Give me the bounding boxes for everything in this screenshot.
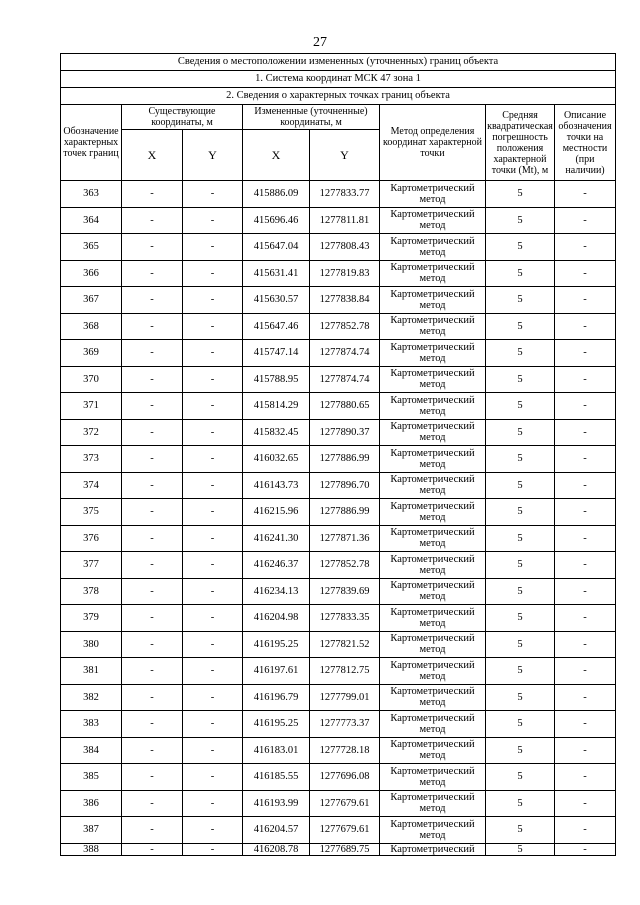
method-cell: Картометрический метод xyxy=(380,234,486,261)
accuracy-cell: 5 xyxy=(486,578,555,605)
existing-x-cell: - xyxy=(122,393,183,420)
point-cell: 366 xyxy=(61,260,122,287)
existing-x-cell: - xyxy=(122,181,183,208)
accuracy-cell: 5 xyxy=(486,552,555,579)
point-cell: 377 xyxy=(61,552,122,579)
point-cell: 382 xyxy=(61,684,122,711)
accuracy-cell: 5 xyxy=(486,843,555,855)
point-cell: 371 xyxy=(61,393,122,420)
method-cell: Картометрический метод xyxy=(380,817,486,844)
changed-x-cell: 416185.55 xyxy=(243,764,310,791)
existing-y-cell: - xyxy=(183,287,243,314)
method-cell: Картометрический метод xyxy=(380,578,486,605)
method-cell: Картометрический метод xyxy=(380,737,486,764)
changed-y-cell: 1277679.61 xyxy=(310,790,380,817)
changed-y-cell: 1277833.35 xyxy=(310,605,380,632)
accuracy-cell: 5 xyxy=(486,234,555,261)
accuracy-header: Средняя квадратическая погрешность положения характерной точки (Mt), м xyxy=(486,105,555,181)
existing-x-cell: - xyxy=(122,207,183,234)
existing-y-cell: - xyxy=(183,181,243,208)
point-cell: 387 xyxy=(61,817,122,844)
existing-y-cell: - xyxy=(183,631,243,658)
description-header: Описание обозначения точки на местности (при наличии) xyxy=(555,105,616,181)
accuracy-cell: 5 xyxy=(486,366,555,393)
point-cell: 379 xyxy=(61,605,122,632)
method-cell: Картометрический метод xyxy=(380,684,486,711)
accuracy-cell: 5 xyxy=(486,790,555,817)
description-cell: - xyxy=(555,790,616,817)
accuracy-cell: 5 xyxy=(486,658,555,685)
changed-x-cell: 416241.30 xyxy=(243,525,310,552)
method-cell: Картометрический метод xyxy=(380,499,486,526)
existing-x-cell: - xyxy=(122,340,183,367)
method-cell: Картометрический метод xyxy=(380,393,486,420)
changed-x-cell: 416197.61 xyxy=(243,658,310,685)
point-cell: 369 xyxy=(61,340,122,367)
accuracy-cell: 5 xyxy=(486,711,555,738)
table-row xyxy=(61,313,616,340)
existing-x-cell: - xyxy=(122,313,183,340)
point-cell: 385 xyxy=(61,764,122,791)
description-cell: - xyxy=(555,446,616,473)
description-cell: - xyxy=(555,313,616,340)
page-number: 27 xyxy=(313,35,327,50)
changed-x-cell: 416032.65 xyxy=(243,446,310,473)
changed-x-cell: 416193.99 xyxy=(243,790,310,817)
method-cell: Картометрический метод xyxy=(380,631,486,658)
point-cell: 363 xyxy=(61,181,122,208)
existing-y-cell: - xyxy=(183,605,243,632)
accuracy-cell: 5 xyxy=(486,446,555,473)
accuracy-cell: 5 xyxy=(486,340,555,367)
existing-y-cell: - xyxy=(183,234,243,261)
description-cell: - xyxy=(555,393,616,420)
existing-y-cell: - xyxy=(183,499,243,526)
table-row xyxy=(61,207,616,234)
method-cell: Картометрический метод xyxy=(380,419,486,446)
point-cell: 383 xyxy=(61,711,122,738)
method-cell: Картометрический метод xyxy=(380,287,486,314)
existing-x-cell: - xyxy=(122,446,183,473)
changed-x-cell: 416204.57 xyxy=(243,817,310,844)
changed-coords-header: Измененные (уточненные) координаты, м xyxy=(243,105,380,130)
accuracy-cell: 5 xyxy=(486,260,555,287)
table-row xyxy=(61,711,616,738)
changed-y-cell: 1277808.43 xyxy=(310,234,380,261)
changed-y-cell: 1277890.37 xyxy=(310,419,380,446)
table-row xyxy=(61,578,616,605)
changed-x-cell: 415630.57 xyxy=(243,287,310,314)
method-cell: Картометрический метод xyxy=(380,605,486,632)
description-cell: - xyxy=(555,207,616,234)
table-row xyxy=(61,366,616,393)
existing-x-cell: - xyxy=(122,525,183,552)
existing-x-cell: - xyxy=(122,711,183,738)
accuracy-cell: 5 xyxy=(486,393,555,420)
method-cell: Картометрический метод xyxy=(380,340,486,367)
existing-y-cell: - xyxy=(183,843,243,855)
point-cell: 367 xyxy=(61,287,122,314)
changed-y-cell: 1277874.74 xyxy=(310,366,380,393)
existing-y-cell: - xyxy=(183,658,243,685)
changed-x-cell: 415647.46 xyxy=(243,313,310,340)
existing-x-cell: - xyxy=(122,790,183,817)
changed-y-cell: 1277799.01 xyxy=(310,684,380,711)
existing-y-header: Y xyxy=(183,130,243,181)
changed-x-cell: 416195.25 xyxy=(243,711,310,738)
table-row xyxy=(61,419,616,446)
table-row xyxy=(61,260,616,287)
existing-x-cell: - xyxy=(122,552,183,579)
method-cell: Картометрический метод xyxy=(380,181,486,208)
changed-y-cell: 1277679.61 xyxy=(310,817,380,844)
table-row xyxy=(61,764,616,791)
method-cell: Картометрический метод xyxy=(380,472,486,499)
existing-x-cell: - xyxy=(122,287,183,314)
table-row xyxy=(61,181,616,208)
description-cell: - xyxy=(555,525,616,552)
point-cell: 376 xyxy=(61,525,122,552)
accuracy-cell: 5 xyxy=(486,181,555,208)
changed-x-cell: 416204.98 xyxy=(243,605,310,632)
table-title: Сведения о местоположении измененных (уточненных) границ объекта xyxy=(61,54,616,71)
table-row xyxy=(61,684,616,711)
accuracy-cell: 5 xyxy=(486,472,555,499)
existing-x-cell: - xyxy=(122,764,183,791)
point-cell: 374 xyxy=(61,472,122,499)
accuracy-cell: 5 xyxy=(486,207,555,234)
description-cell: - xyxy=(555,234,616,261)
description-cell: - xyxy=(555,684,616,711)
changed-y-cell: 1277852.78 xyxy=(310,552,380,579)
table-row xyxy=(61,234,616,261)
description-cell: - xyxy=(555,419,616,446)
table-row xyxy=(61,472,616,499)
boundary-points-table xyxy=(60,53,616,856)
existing-x-header: X xyxy=(122,130,183,181)
description-cell: - xyxy=(555,631,616,658)
accuracy-cell: 5 xyxy=(486,287,555,314)
changed-x-cell: 416143.73 xyxy=(243,472,310,499)
existing-y-cell: - xyxy=(183,340,243,367)
existing-y-cell: - xyxy=(183,552,243,579)
changed-y-cell: 1277696.08 xyxy=(310,764,380,791)
table-row xyxy=(61,737,616,764)
existing-coords-header: Существующие координаты, м xyxy=(122,105,243,130)
accuracy-cell: 5 xyxy=(486,631,555,658)
point-cell: 380 xyxy=(61,631,122,658)
existing-y-cell: - xyxy=(183,207,243,234)
changed-x-cell: 415647.04 xyxy=(243,234,310,261)
method-cell: Картометрический метод xyxy=(380,366,486,393)
description-cell: - xyxy=(555,340,616,367)
existing-y-cell: - xyxy=(183,737,243,764)
changed-y-cell: 1277886.99 xyxy=(310,446,380,473)
existing-x-cell: - xyxy=(122,605,183,632)
points-section-heading: 2. Сведения о характерных точках границ объекта xyxy=(61,88,616,105)
description-cell: - xyxy=(555,711,616,738)
table-row xyxy=(61,605,616,632)
changed-x-cell: 415886.09 xyxy=(243,181,310,208)
existing-y-cell: - xyxy=(183,817,243,844)
table-row xyxy=(61,287,616,314)
point-cell: 372 xyxy=(61,419,122,446)
changed-x-cell: 416246.37 xyxy=(243,552,310,579)
existing-x-cell: - xyxy=(122,472,183,499)
existing-y-cell: - xyxy=(183,393,243,420)
existing-y-cell: - xyxy=(183,472,243,499)
table-row xyxy=(61,552,616,579)
table-row xyxy=(61,525,616,552)
accuracy-cell: 5 xyxy=(486,313,555,340)
existing-y-cell: - xyxy=(183,578,243,605)
changed-x-cell: 416234.13 xyxy=(243,578,310,605)
description-cell: - xyxy=(555,658,616,685)
accuracy-cell: 5 xyxy=(486,525,555,552)
point-cell: 378 xyxy=(61,578,122,605)
table-row xyxy=(61,446,616,473)
changed-y-cell: 1277874.74 xyxy=(310,340,380,367)
existing-y-cell: - xyxy=(183,711,243,738)
point-cell: 381 xyxy=(61,658,122,685)
existing-x-cell: - xyxy=(122,366,183,393)
method-cell: Картометрический метод xyxy=(380,525,486,552)
existing-y-cell: - xyxy=(183,764,243,791)
accuracy-cell: 5 xyxy=(486,499,555,526)
existing-y-cell: - xyxy=(183,313,243,340)
changed-y-cell: 1277773.37 xyxy=(310,711,380,738)
existing-x-cell: - xyxy=(122,684,183,711)
accuracy-cell: 5 xyxy=(486,605,555,632)
method-cell: Картометрический метод xyxy=(380,260,486,287)
changed-y-cell: 1277728.18 xyxy=(310,737,380,764)
existing-y-cell: - xyxy=(183,790,243,817)
existing-y-cell: - xyxy=(183,260,243,287)
existing-x-cell: - xyxy=(122,499,183,526)
coordinate-system-heading: 1. Система координат МСК 47 зона 1 xyxy=(61,71,616,88)
description-cell: - xyxy=(555,605,616,632)
description-cell: - xyxy=(555,287,616,314)
changed-y-cell: 1277852.78 xyxy=(310,313,380,340)
changed-y-cell: 1277896.70 xyxy=(310,472,380,499)
changed-y-cell: 1277886.99 xyxy=(310,499,380,526)
existing-x-cell: - xyxy=(122,817,183,844)
changed-x-cell: 415832.45 xyxy=(243,419,310,446)
existing-x-cell: - xyxy=(122,737,183,764)
existing-y-cell: - xyxy=(183,419,243,446)
point-cell: 368 xyxy=(61,313,122,340)
accuracy-cell: 5 xyxy=(486,684,555,711)
existing-x-cell: - xyxy=(122,578,183,605)
method-cell: Картометрический метод xyxy=(380,764,486,791)
point-cell: 370 xyxy=(61,366,122,393)
changed-y-cell: 1277812.75 xyxy=(310,658,380,685)
changed-x-cell: 416215.96 xyxy=(243,499,310,526)
changed-y-header: Y xyxy=(310,130,380,181)
description-cell: - xyxy=(555,260,616,287)
changed-x-cell: 415696.46 xyxy=(243,207,310,234)
point-cell: 373 xyxy=(61,446,122,473)
point-cell: 386 xyxy=(61,790,122,817)
point-cell: 375 xyxy=(61,499,122,526)
existing-x-cell: - xyxy=(122,234,183,261)
existing-x-cell: - xyxy=(122,260,183,287)
existing-x-cell: - xyxy=(122,419,183,446)
changed-y-cell: 1277819.83 xyxy=(310,260,380,287)
changed-y-cell: 1277839.69 xyxy=(310,578,380,605)
description-cell: - xyxy=(555,578,616,605)
changed-y-cell: 1277871.36 xyxy=(310,525,380,552)
method-cell: Картометрический метод xyxy=(380,658,486,685)
changed-x-cell: 415631.41 xyxy=(243,260,310,287)
accuracy-cell: 5 xyxy=(486,764,555,791)
method-header: Метод определения координат характерной точки xyxy=(380,105,486,181)
point-cell: 365 xyxy=(61,234,122,261)
existing-x-cell: - xyxy=(122,843,183,855)
description-cell: - xyxy=(555,764,616,791)
changed-x-cell: 415747.14 xyxy=(243,340,310,367)
description-cell: - xyxy=(555,737,616,764)
method-cell: Картометрический метод xyxy=(380,207,486,234)
changed-x-header: X xyxy=(243,130,310,181)
changed-y-cell: 1277821.52 xyxy=(310,631,380,658)
method-cell: Картометрический xyxy=(380,843,486,855)
changed-x-cell: 416196.79 xyxy=(243,684,310,711)
existing-y-cell: - xyxy=(183,366,243,393)
method-cell: Картометрический метод xyxy=(380,313,486,340)
changed-y-cell: 1277838.84 xyxy=(310,287,380,314)
table-row xyxy=(61,499,616,526)
accuracy-cell: 5 xyxy=(486,737,555,764)
changed-y-cell: 1277880.65 xyxy=(310,393,380,420)
existing-y-cell: - xyxy=(183,446,243,473)
method-cell: Картометрический метод xyxy=(380,552,486,579)
table-row xyxy=(61,790,616,817)
changed-y-cell: 1277833.77 xyxy=(310,181,380,208)
table-row xyxy=(61,658,616,685)
method-cell: Картометрический метод xyxy=(380,446,486,473)
method-cell: Картометрический метод xyxy=(380,790,486,817)
description-cell: - xyxy=(555,817,616,844)
existing-x-cell: - xyxy=(122,631,183,658)
table-body xyxy=(61,181,616,856)
description-cell: - xyxy=(555,472,616,499)
point-cell: 364 xyxy=(61,207,122,234)
changed-x-cell: 416195.25 xyxy=(243,631,310,658)
description-cell: - xyxy=(555,552,616,579)
accuracy-cell: 5 xyxy=(486,419,555,446)
point-designation-header: Обозначение характерных точек границ xyxy=(61,105,122,181)
table-row xyxy=(61,340,616,367)
existing-y-cell: - xyxy=(183,684,243,711)
description-cell: - xyxy=(555,181,616,208)
method-cell: Картометрический метод xyxy=(380,711,486,738)
accuracy-cell: 5 xyxy=(486,817,555,844)
description-cell: - xyxy=(555,843,616,855)
changed-x-cell: 415788.95 xyxy=(243,366,310,393)
description-cell: - xyxy=(555,499,616,526)
table-row xyxy=(61,393,616,420)
point-cell: 384 xyxy=(61,737,122,764)
changed-x-cell: 416183.01 xyxy=(243,737,310,764)
changed-y-cell: 1277689.75 xyxy=(310,843,380,855)
existing-x-cell: - xyxy=(122,658,183,685)
point-cell: 388 xyxy=(61,843,122,855)
changed-x-cell: 415814.29 xyxy=(243,393,310,420)
changed-x-cell: 416208.78 xyxy=(243,843,310,855)
table-row xyxy=(61,843,616,855)
existing-y-cell: - xyxy=(183,525,243,552)
table-row xyxy=(61,817,616,844)
table-row xyxy=(61,631,616,658)
description-cell: - xyxy=(555,366,616,393)
changed-y-cell: 1277811.81 xyxy=(310,207,380,234)
